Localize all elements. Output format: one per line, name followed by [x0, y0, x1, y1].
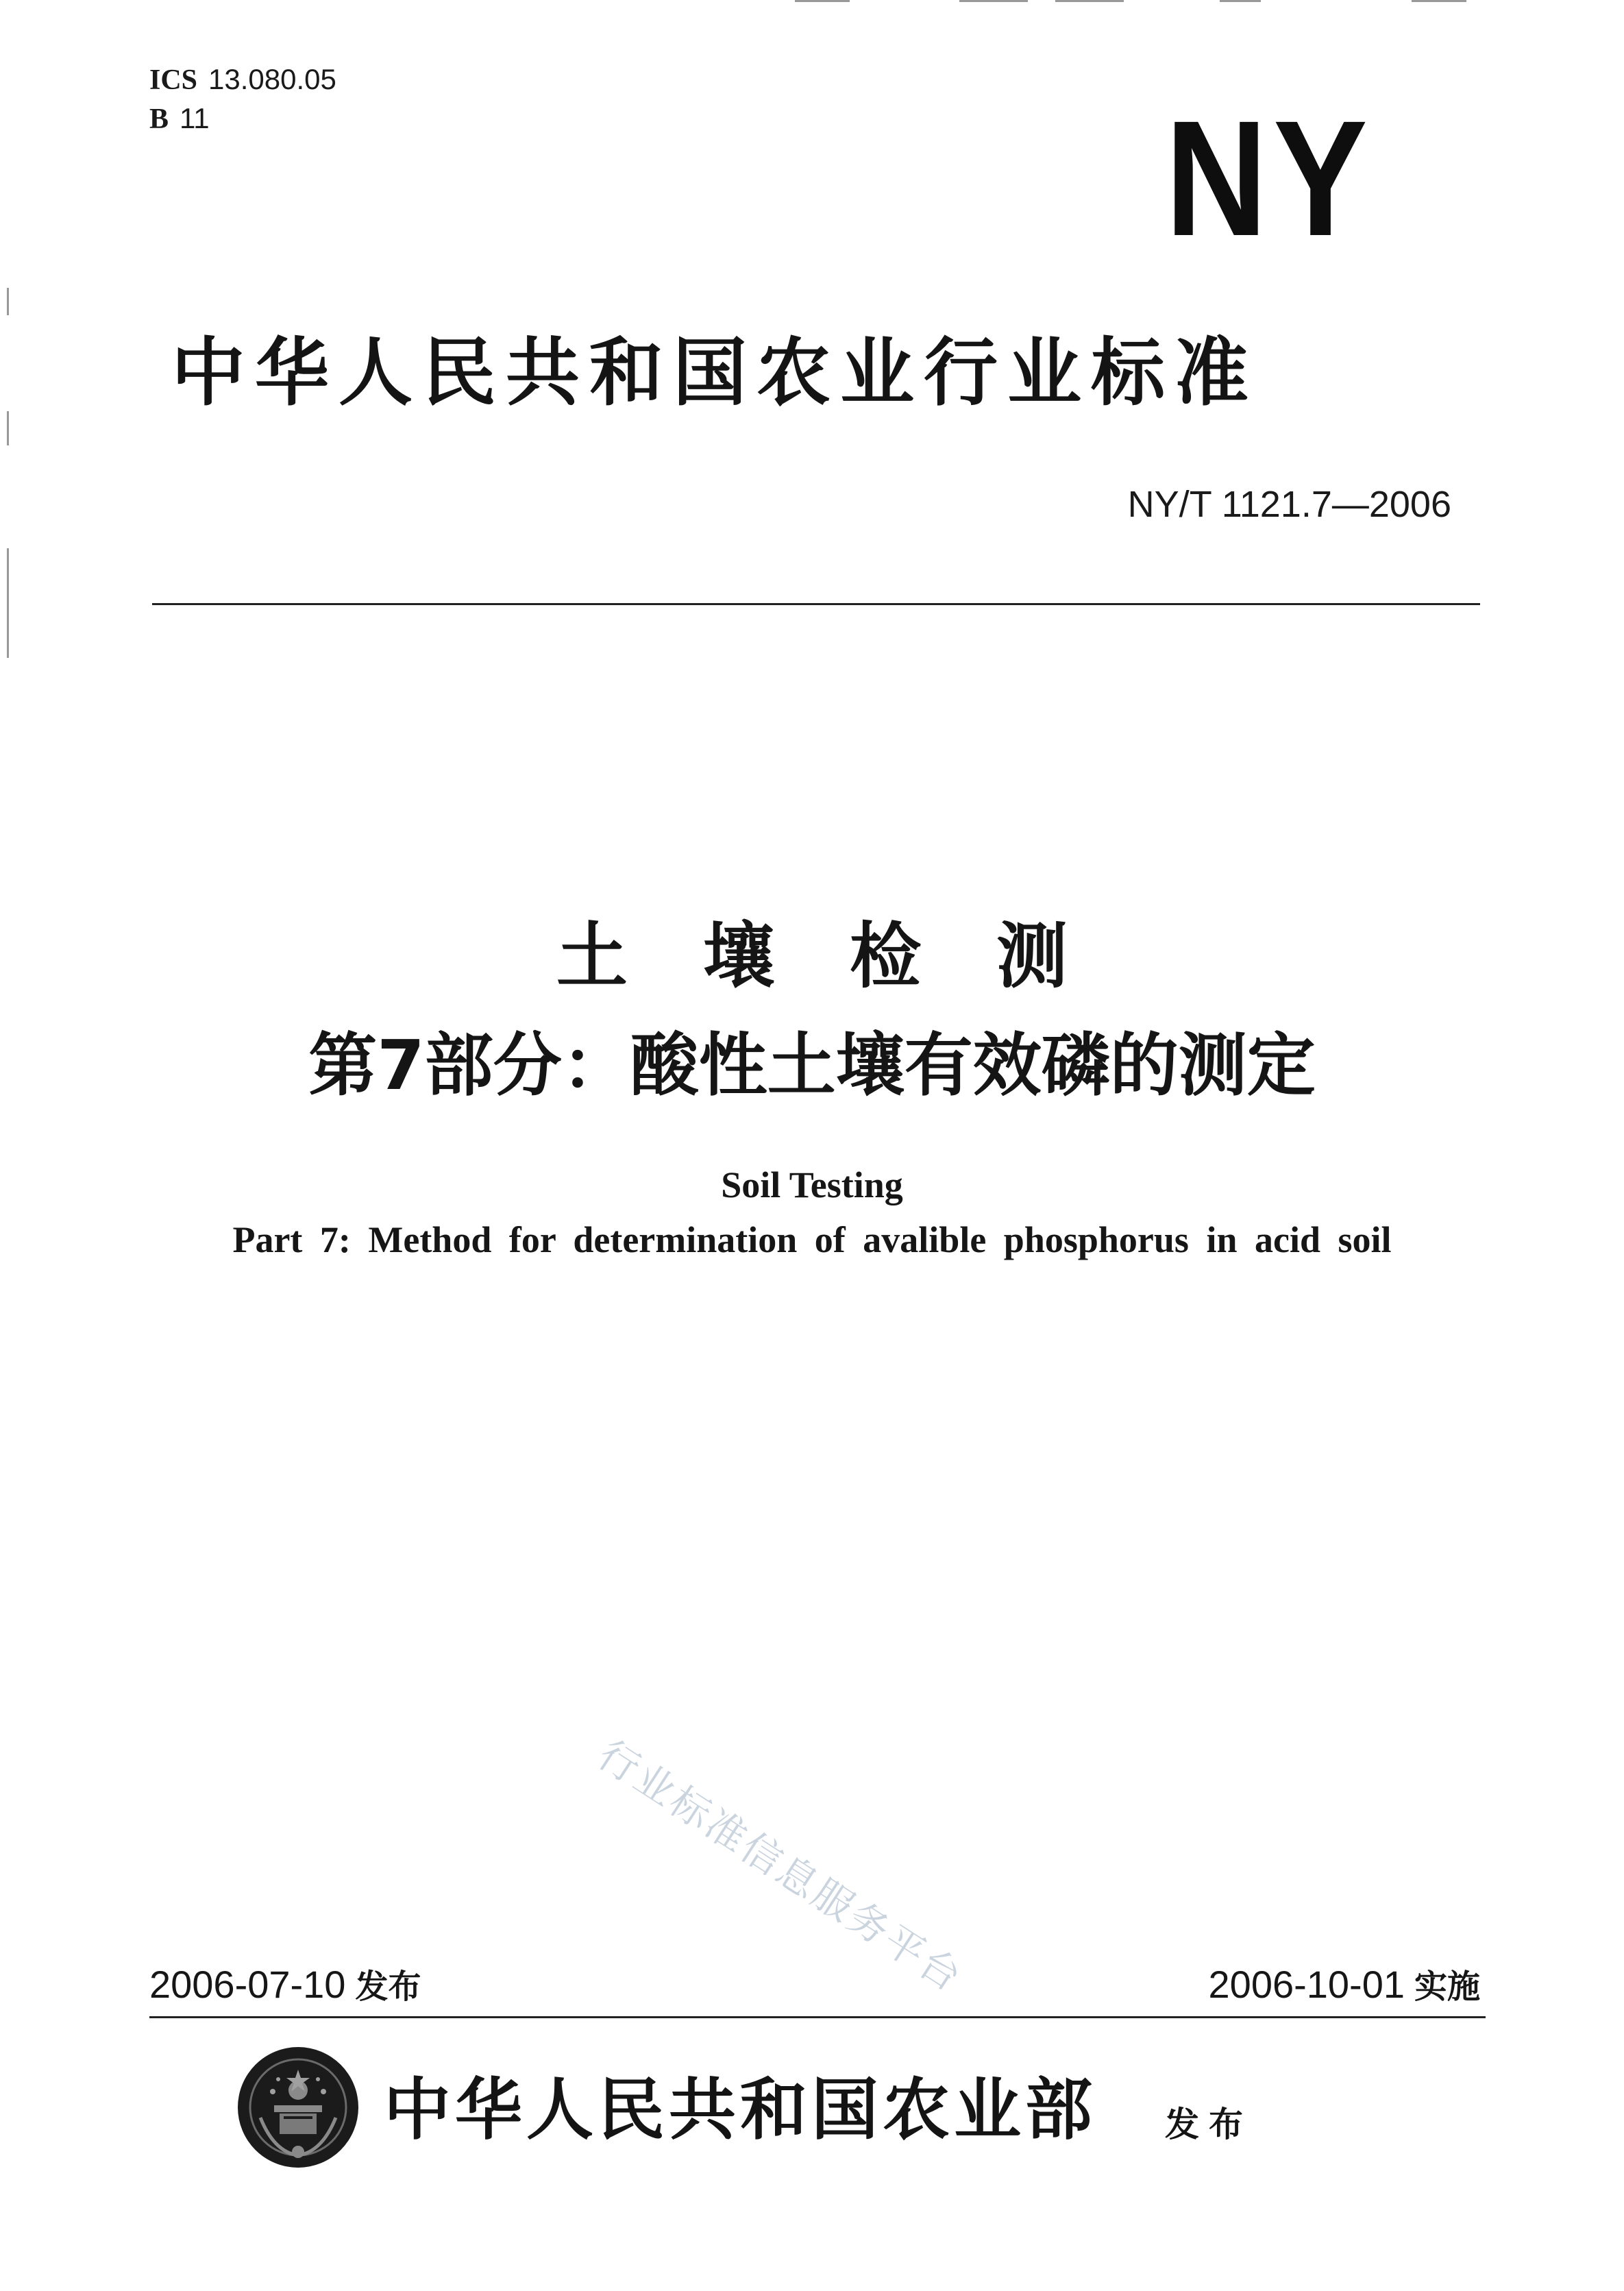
- scan-artifact: [1412, 0, 1466, 2]
- ccs-key: B: [149, 103, 169, 135]
- ics-key: ICS: [149, 64, 198, 96]
- classification-codes: [149, 60, 336, 138]
- scan-artifact: [959, 0, 1028, 2]
- footer-divider: [149, 2016, 1486, 2018]
- cn-title-part: 第7部分：酸性土壤有效磷的测定: [308, 1025, 1316, 1105]
- national-emblem-icon: [233, 2042, 363, 2172]
- implement-date-block: [1209, 1960, 1480, 2007]
- issuer-name: 中华人民共和国农业部: [384, 2070, 1097, 2149]
- issue-label: 发布: [355, 1968, 421, 2006]
- ics-code: [149, 60, 336, 99]
- header-divider: [152, 603, 1480, 605]
- scan-artifact: [1055, 0, 1124, 2]
- issue-date-block: [149, 1960, 421, 2007]
- issue-date: 2006-07-10: [149, 1963, 346, 2006]
- implement-date: 2006-10-01: [1208, 1963, 1405, 2006]
- scan-artifact: [7, 548, 9, 658]
- ccs-code: [149, 99, 336, 138]
- en-title-part: Part 7: Method for determination of avalible phosphorus in acid soil: [232, 1219, 1392, 1260]
- scan-artifact: [7, 288, 9, 315]
- en-title-main: Soil Testing: [721, 1164, 903, 1205]
- implement-label: 实施: [1414, 1968, 1480, 2006]
- standard-number: NY/T 1121.7—2006: [1127, 484, 1451, 525]
- standard-title: 中华人民共和国农业行业标准: [171, 330, 1259, 416]
- watermark: 行业标准信息服务平台: [589, 1730, 972, 2002]
- ny-logo: NY: [1165, 86, 1373, 270]
- scan-artifact: [795, 0, 850, 2]
- scan-artifact: [1220, 0, 1261, 2]
- ccs-value: 11: [180, 102, 210, 134]
- scan-artifact: [7, 411, 9, 445]
- cn-title-main: 土壤检测: [556, 914, 1143, 998]
- issuer-suffix: 发布: [1165, 2105, 1253, 2144]
- ics-value: 13.080.05: [208, 63, 336, 95]
